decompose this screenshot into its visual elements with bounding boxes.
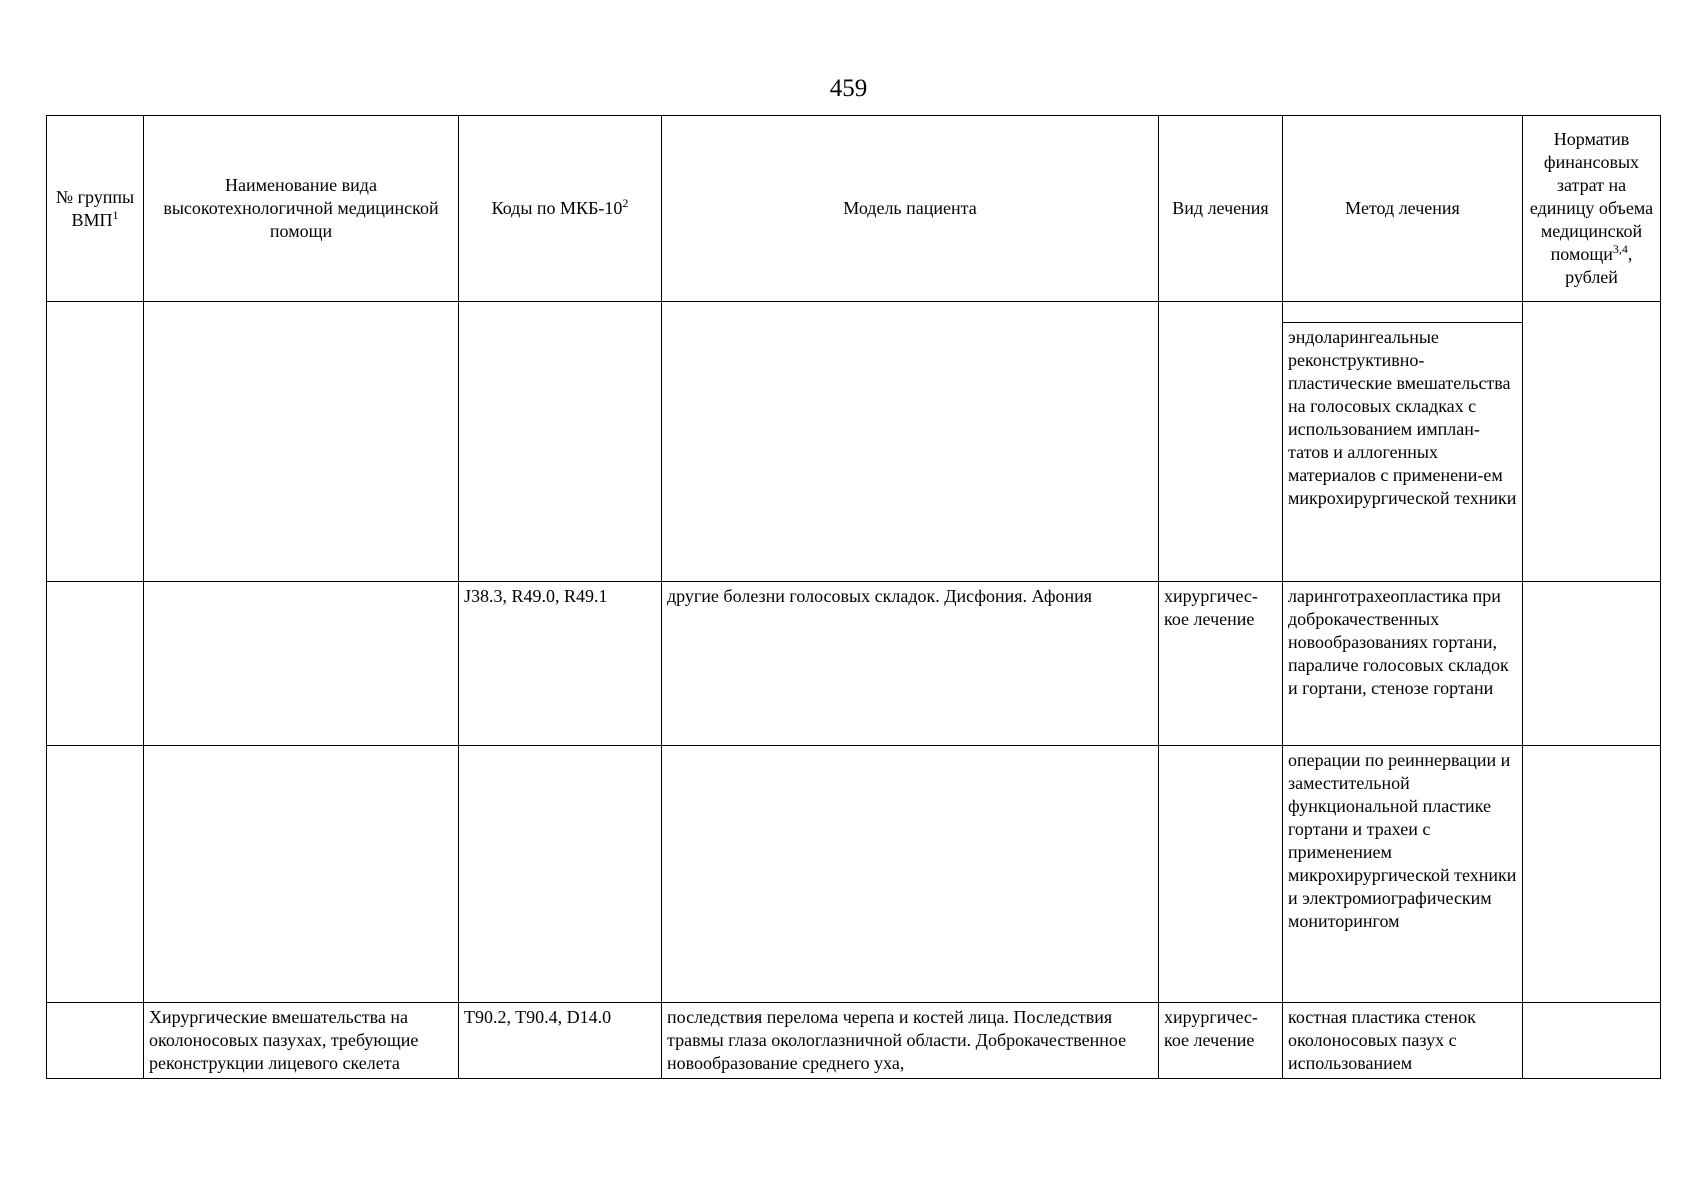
method-text: эндоларингеальные реконструктивно-пластические вмешательства на голосовых складках с использованием имплан-татов и аллогенных материалов с применени-ем микрохирургической техники [1288,327,1517,508]
header-icd-codes: Коды по МКБ-$10^2$ [459,116,662,302]
cell-model: последствия перелома черепа и костей лица. Последствия травмы глаза окологлазничной области. Доброкачественное новообразование среднего уха, [662,1003,1159,1079]
cell-codes: J38.3, R49.0, R49.1 [459,582,662,746]
cell-cost [1523,1003,1661,1079]
cell-cost [1523,582,1661,746]
cell-model [662,302,1159,582]
cell-codes [459,746,662,1003]
cell-group [47,582,144,746]
cell-cost [1523,302,1661,582]
method-divider [1283,322,1522,323]
cell-treatment [1159,746,1283,1003]
table-row [47,1003,1661,1079]
header-cost-norm: Норматив финансовых затрат на единицу объема медицинской помощи$^{3,4}$, рублей [1523,116,1661,302]
cell-method: операции по реиннервации и заместительной функциональной пластике гортани и трахеи с применением микрохирургической техники и электромиографическим мониторингом [1283,746,1523,1003]
cell-name [144,746,459,1003]
table-row [47,302,1661,582]
header-patient-model: Модель пациента [662,116,1159,302]
header-treatment-type: Вид лечения [1159,116,1283,302]
header-group-number: № группы ВМП$^1$ [47,116,144,302]
cell-group [47,302,144,582]
table-row [47,582,1661,746]
cell-treatment: хирургичес-кое лечение [1159,1003,1283,1079]
cell-codes [459,302,662,582]
table-row [47,746,1661,1003]
header-treatment-method: Метод лечения [1283,116,1523,302]
page-number: 459 [829,75,868,102]
cell-method [1283,302,1523,582]
cell-method: ларинготрахеопластика при доброкачественных новообразованиях гортани, параличе голосовых складок и гортани, стенозе гортани [1283,582,1523,746]
cell-treatment [1159,302,1283,582]
cell-method: костная пластика стенок околоносовых пазух с использованием [1283,1003,1523,1079]
header-vmp-name: Наименование вида высокотехнологичной медицинской помощи [144,116,459,302]
cell-group [47,746,144,1003]
vmp-table [46,115,1661,1079]
table-header-row [47,116,1661,302]
cell-name [144,302,459,582]
cell-group [47,1003,144,1079]
cell-name [144,582,459,746]
cell-treatment: хирургичес-кое лечение [1159,582,1283,746]
cell-name: Хирургические вмешательства на околоносовых пазухах, требующие реконструкции лицевого скелета [144,1003,459,1079]
cell-cost [1523,746,1661,1003]
cell-model [662,746,1159,1003]
cell-model: другие болезни голосовых складок. Дисфония. Афония [662,582,1159,746]
cell-codes: T90.2, T90.4, D14.0 [459,1003,662,1079]
